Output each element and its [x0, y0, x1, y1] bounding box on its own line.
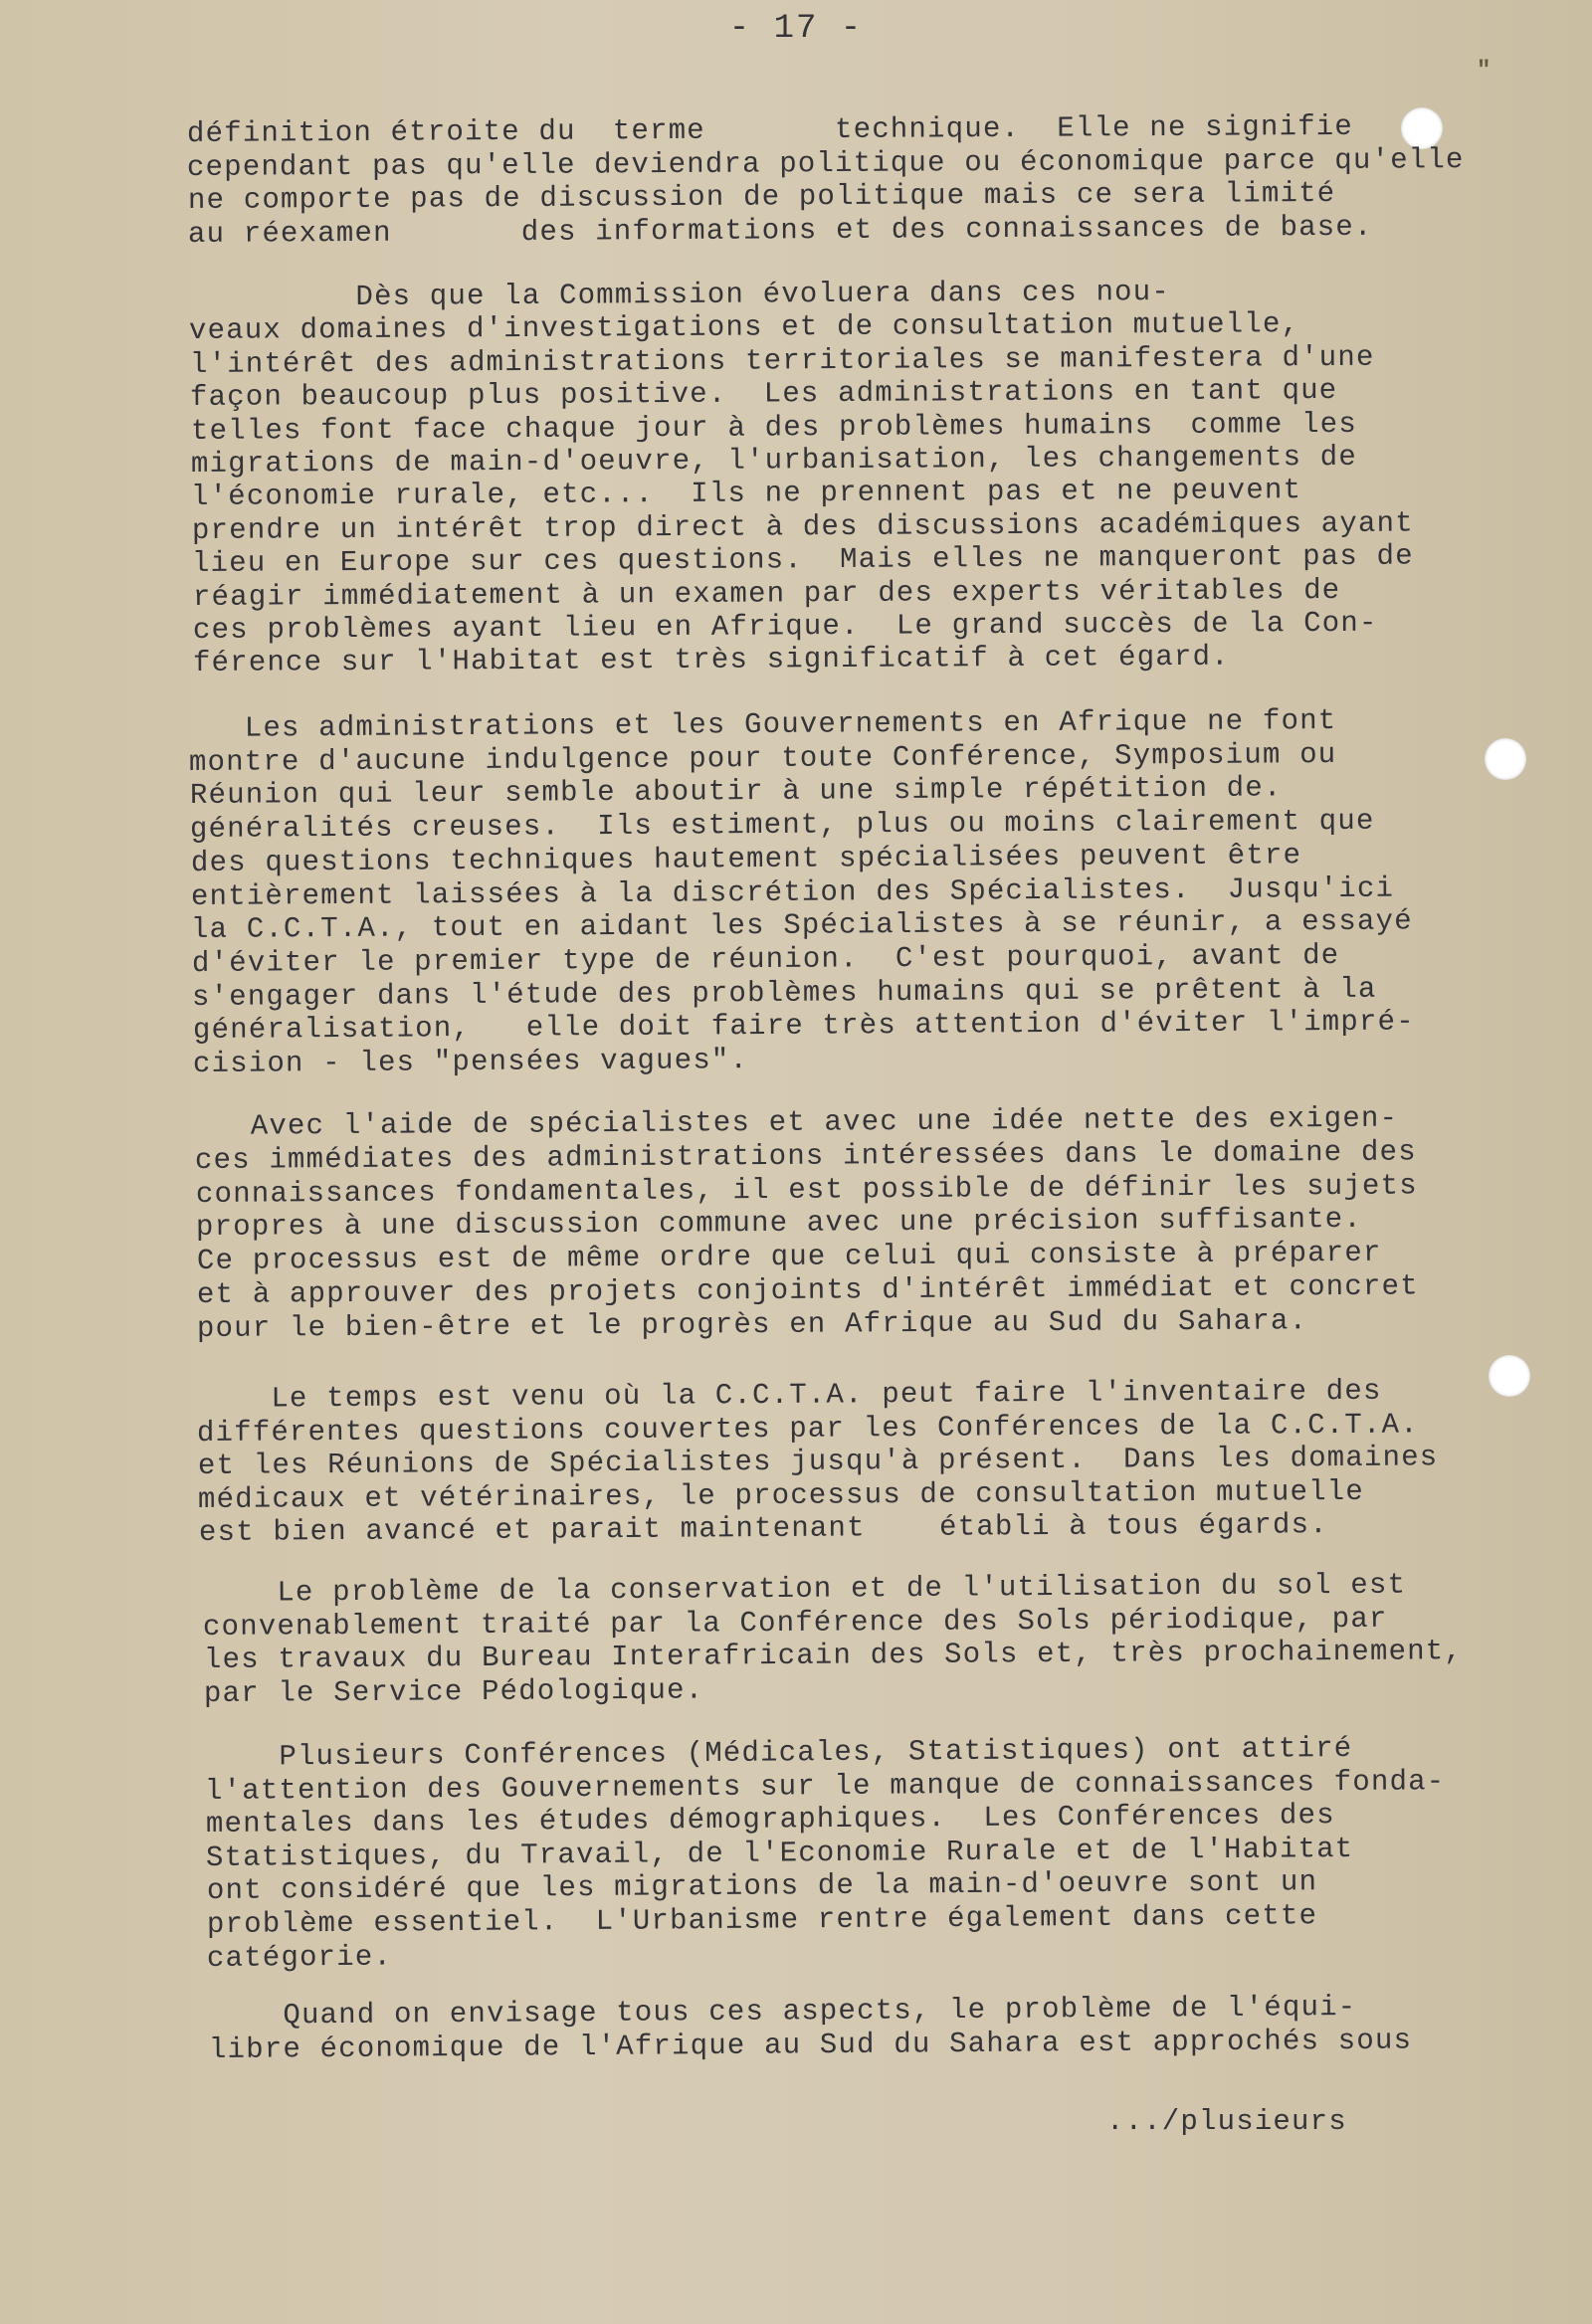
text-line: ces immédiates des administrations intéressées dans le domaine des — [195, 1135, 1418, 1177]
text-line: Quand on envisage tous ces aspects, le problème de l'équi- — [208, 1990, 1357, 2033]
text-line: Statistiques, du Travail, de l'Economie Rurale et de l'Habitat — [206, 1832, 1354, 1874]
text-line: ne comporte pas de discussion de politique mais ce sera limité — [187, 176, 1336, 217]
text-line: s'engager dans l'étude des problèmes humains qui se prêtent à la — [192, 972, 1377, 1014]
text-line: cependant pas qu'elle deviendra politique ou économique parce qu'elle — [187, 142, 1466, 184]
text-line: convenablement traité par la Conférence des Sols périodique, par — [203, 1602, 1389, 1644]
text-line: Les administrations et les Gouvernements en Afrique ne font — [188, 703, 1337, 745]
text-line: d'éviter le premier type de réunion. C'est pourquoi, avant de — [191, 938, 1340, 980]
text-line: généralisation, elle doit faire très attention d'éviter l'impré- — [192, 1005, 1415, 1048]
text-line: les travaux du Bureau Interafricain des Sols et, très prochainement, — [203, 1635, 1463, 1676]
continuation-note: .../plusieurs — [1106, 2105, 1347, 2138]
punch-hole-bottom — [1489, 1355, 1530, 1397]
text-line: ont considéré que les migrations de la main-d'oeuvre sont un — [206, 1865, 1317, 1908]
text-line: par le Service Pédologique. — [204, 1672, 704, 1710]
text-line: la C.C.T.A., tout en aidant les Spécialistes à se réunir, a essayé — [191, 904, 1414, 947]
text-line: ces problèmes ayant lieu en Afrique. Le grand succès de la Con- — [192, 606, 1378, 647]
text-line: catégorie. — [207, 1940, 393, 1975]
text-line: Dès que la Commission évoluera dans ces nou- — [188, 275, 1171, 314]
text-line: problème essentiel. L'Urbanisme rentre également dans cette — [206, 1899, 1318, 1941]
page-number: - 17 - — [728, 10, 864, 48]
text-line: définition étroite du terme technique. Elle ne signifie — [186, 109, 1354, 150]
text-line: prendre un intérêt trop direct à des discussions académiques ayant — [191, 506, 1414, 547]
text-line: telles font face chaque jour à des problèmes humains comme les — [190, 407, 1357, 448]
text-line: Le temps est venu où la C.C.T.A. peut faire l'inventaire des — [196, 1374, 1382, 1416]
text-line: au réexamen des informations et des connaissances de base. — [188, 210, 1373, 251]
text-line: cision - les "pensées vagues". — [192, 1044, 749, 1080]
margin-mark: " — [1477, 58, 1492, 85]
text-line: entièrement laissées à la discrétion des Spécialistes. Jusqu'ici — [190, 872, 1395, 913]
text-line: veaux domaines d'investigations et de consultation mutuelle, — [189, 307, 1300, 348]
text-line: migrations de main-d'oeuvre, l'urbanisation, les changements de — [190, 440, 1358, 481]
text-line: connaissances fondamentales, il est possible de définir les sujets — [195, 1169, 1418, 1211]
text-line: montre d'aucune indulgence pour toute Conférence, Symposium ou — [189, 737, 1337, 779]
text-line: Plusieurs Conférences (Médicales, Statistiques) ont attiré — [204, 1731, 1353, 1774]
text-line: médicaux et vétérinaires, le processus de consultation mutuelle — [198, 1474, 1365, 1516]
text-line: est bien avancé et parait maintenant établi à tous égards. — [198, 1508, 1328, 1549]
text-line: Avec l'aide de spécialistes et avec une idée nette des exigen- — [194, 1101, 1399, 1143]
text-line: l'intérêt des administrations territoriales se manifestera d'une — [189, 340, 1375, 381]
text-line: généralités creuses. Ils estiment, plus ou moins clairement que — [190, 804, 1375, 847]
text-line: pour le bien-être et le progrès en Afrique au Sud du Sahara. — [197, 1304, 1308, 1345]
text-line: l'économie rurale, etc... Ils ne prennent pas et ne peuvent — [191, 474, 1302, 514]
text-line: libre économique de l'Afrique au Sud du Sahara est approchés sous — [209, 2024, 1413, 2066]
punch-hole-middle — [1485, 738, 1526, 780]
text-line: réagir immédiatement à un examen par des experts véritables de — [192, 573, 1341, 614]
text-line: Ce processus est de même ordre que celui qui consiste à préparer — [196, 1236, 1382, 1278]
text-line: propres à une discussion commune avec une précision suffisante. — [196, 1203, 1363, 1245]
text-line: l'attention des Gouvernements sur le manque de connaissances fonda- — [205, 1764, 1446, 1808]
text-line: Le problème de la conservation et de l'utilisation du sol est — [202, 1568, 1407, 1610]
text-line: différentes questions couvertes par les Conférences de la C.C.T.A. — [197, 1407, 1420, 1450]
text-line: férence sur l'Habitat est très significatif à cet égard. — [193, 641, 1231, 680]
text-line: mentales dans les études démographiques. Les Conférences des — [205, 1799, 1335, 1841]
text-line: et à approuver des projets conjoints d'intérêt immédiat et concret — [196, 1269, 1419, 1311]
text-line: lieu en Europe sur ces questions. Mais elles ne manqueront pas de — [192, 539, 1415, 581]
text-line: façon beaucoup plus positive. Les administrations en tant que — [190, 374, 1338, 415]
text-line: des questions techniques hautement spécialisées peuvent être — [190, 839, 1301, 879]
text-line: Réunion qui leur semble aboutir à une simple répétition de. — [189, 771, 1283, 813]
text-line: et les Réunions de Spécialistes jusqu'à présent. Dans les domaines — [197, 1441, 1439, 1482]
